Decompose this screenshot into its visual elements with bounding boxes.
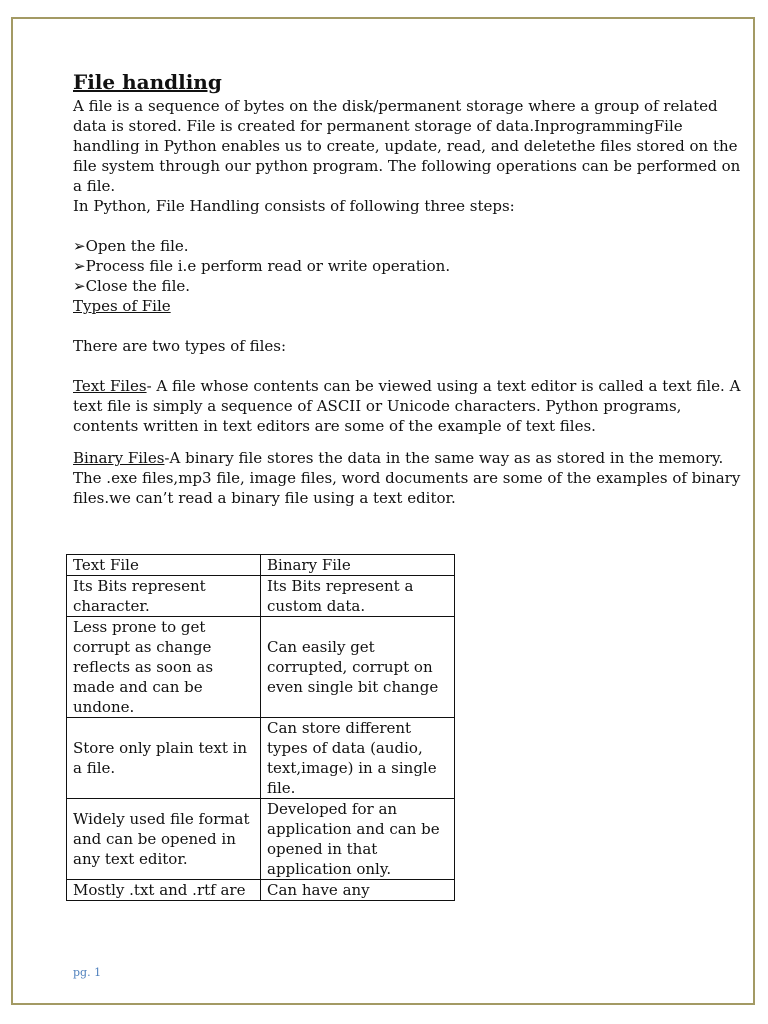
binary-files-paragraph [73,448,743,508]
spacer [73,216,743,236]
text-files-body: - A file whose contents can be viewed using a text editor is called a text file. A text file is simply a sequence of ASCII or Unicode characters. Python programs, contents written in text editors are some of the example of text files. [73,377,741,435]
table-row [67,718,455,799]
step-item [73,256,743,276]
step-text: Close the file. [85,277,191,295]
page-number: pg. 1 [73,966,102,979]
table-cell: Store only plain text in a file. [67,718,261,799]
spacer [73,356,743,376]
spacer [73,316,743,336]
table-cell: Can have any [261,880,455,901]
table-row [67,799,455,880]
table-cell: Less prone to get corrupt as change reflects as soon as made and can be undone. [67,617,261,718]
steps-intro: In Python, File Handling consists of following three steps: [73,197,515,215]
document-title: File handling [73,70,222,94]
table-header-row [67,555,455,576]
comparison-table [66,554,455,901]
document-body [73,68,743,508]
header-cell: Binary File [261,555,455,576]
spacer [73,436,743,448]
step-text: Open the file. [85,237,189,255]
table-row [67,880,455,901]
table-cell: Its Bits represent character. [67,576,261,617]
arrow-bullet-icon: ➢ [73,237,86,255]
table-row [67,576,455,617]
arrow-bullet-icon: ➢ [73,277,86,295]
table-cell: Mostly .txt and .rtf are [67,880,261,901]
table-cell: Widely used file format and can be opened in any text editor. [67,799,261,880]
types-intro: There are two types of files: [73,337,287,355]
step-item [73,276,743,296]
types-heading: Types of File [73,297,171,315]
binary-files-body: -A binary file stores the data in the same way as as stored in the memory. The .exe files,mp3 file, image files, word documents are some of the examples of binary files.we can’t read a binary file using a text editor. [73,449,741,507]
table-cell: Can easily get corrupted, corrupt on even single bit change [261,617,455,718]
step-item [73,236,743,256]
table-cell: Can store different types of data (audio, text,image) in a single file. [261,718,455,799]
arrow-bullet-icon: ➢ [73,257,86,275]
table-cell: Developed for an application and can be opened in that application only. [261,799,455,880]
step-text: Process file i.e perform read or write operation. [85,257,451,275]
binary-files-label: Binary Files [73,449,165,467]
text-files-paragraph [73,376,743,436]
intro-paragraph: A file is a sequence of bytes on the disk/permanent storage where a group of related data is stored. File is created for permanent storage of data.InprogrammingFile handling in Python enables us to create, update, read, and deletethe files stored on the file system through our python program. The following operations can be performed on a file. [73,97,741,195]
table-cell: Its Bits represent a custom data. [261,576,455,617]
header-cell: Text File [67,555,261,576]
text-files-label: Text Files [73,377,147,395]
table-row [67,617,455,718]
